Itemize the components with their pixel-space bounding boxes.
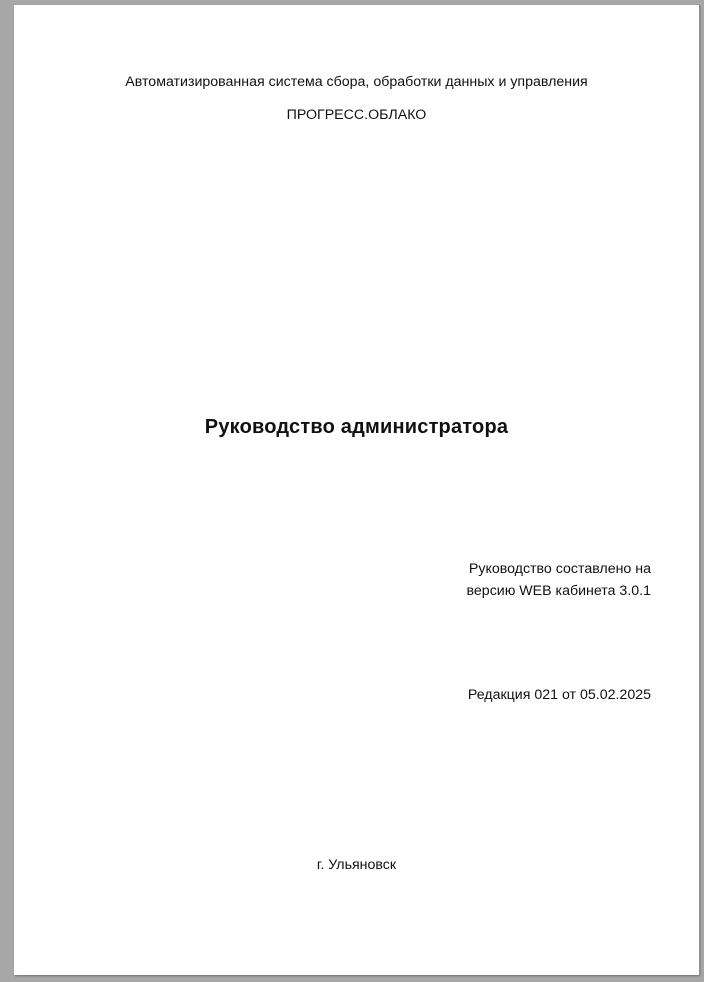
version-note [467,558,651,602]
product-name: ПРОГРЕСС.ОБЛАКО [286,107,427,123]
revision-text: Редакция 021 от 05.02.2025 [467,687,651,703]
city: г. Ульяновск [316,857,397,873]
document-page [14,5,699,975]
system-name: Автоматизированная система сбора, обработки данных и управления [125,74,588,90]
version-note-line-1: Руководство составлено на [468,561,651,577]
page-edge-shadow [699,5,701,975]
document-title: Руководство администратора [204,416,509,438]
revision-note [468,684,651,706]
version-note-line-2: версию WEB кабинета 3.0.1 [466,583,651,599]
